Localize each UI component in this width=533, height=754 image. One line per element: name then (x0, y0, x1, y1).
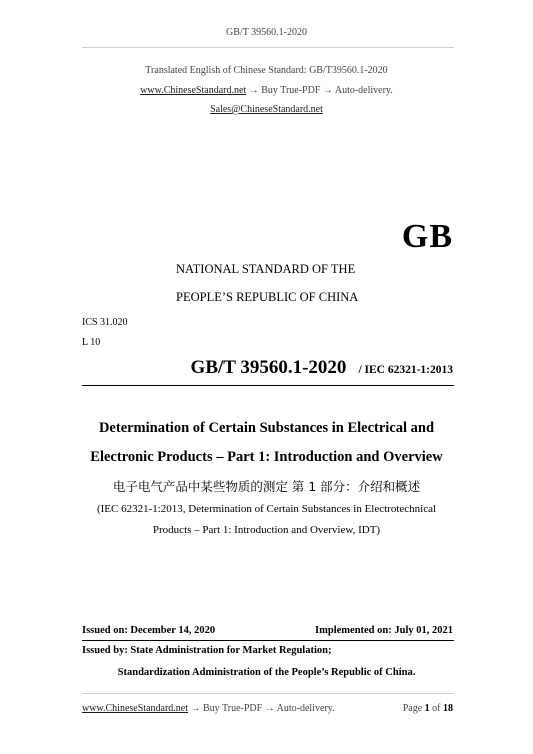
ccs-code: L 10 (82, 337, 101, 348)
running-header: GB/T 39560.1-2020 (226, 27, 307, 38)
purchase-text: → Buy True-PDF → Auto-delivery. (246, 85, 393, 96)
page-indicator (403, 703, 453, 714)
issuer-line2: Standardization Administration of the People’s Republic of China. (117, 667, 416, 678)
footer-purchase-line (82, 703, 335, 714)
page-total: 18 (443, 703, 453, 714)
title-en-line2: Electronic Products – Part 1: Introduction and Overview (90, 449, 443, 465)
title-iec-line2: Products – Part 1: Introduction and Overview, IDT) (152, 524, 381, 536)
issued-date: Issued on: December 14, 2020 (82, 625, 216, 636)
footer-purchase-text: → Buy True-PDF → Auto-delivery. (188, 703, 335, 714)
chinese-standard-link[interactable]: www.ChineseStandard.net (140, 85, 247, 96)
page-of: of (432, 703, 441, 714)
gb-logo: GB (401, 218, 453, 255)
dates-divider (82, 640, 454, 641)
title-zh: 电子电气产品中某些物质的测定 第 1 部分：介绍和概述 (112, 479, 421, 494)
standard-number-main: GB/T 39560.1-2020 (190, 357, 347, 378)
footer-divider (82, 693, 454, 694)
national-standard-line2: PEOPLE’S REPUBLIC OF CHINA (176, 290, 359, 304)
page-current: 1 (424, 703, 430, 714)
implemented-date: Implemented on: July 01, 2021 (315, 625, 453, 636)
ics-code: ICS 31.020 (82, 317, 128, 328)
title-iec-line1: (IEC 62321-1:2013, Determination of Certain Substances in Electrotechnical (96, 503, 437, 515)
national-standard-line1: NATIONAL STANDARD OF THE (176, 262, 356, 276)
title-en-line1: Determination of Certain Substances in Electrical and (98, 420, 435, 436)
translation-notice: Translated English of Chinese Standard: GB/T39560.1-2020 (145, 65, 388, 76)
standard-number-equivalent: / IEC 62321-1:2013 (358, 364, 453, 376)
standard-number (191, 357, 453, 379)
page-label: Page (402, 703, 423, 714)
header-divider (82, 47, 454, 48)
standard-number-divider (82, 385, 454, 386)
sales-email-link[interactable]: Sales@ChineseStandard.net (210, 104, 323, 115)
email-line (0, 104, 533, 115)
footer-chinese-standard-link[interactable]: www.ChineseStandard.net (82, 703, 188, 714)
purchase-line (0, 85, 533, 96)
issuer-line1: Issued by: State Administration for Market Regulation; (82, 645, 332, 656)
